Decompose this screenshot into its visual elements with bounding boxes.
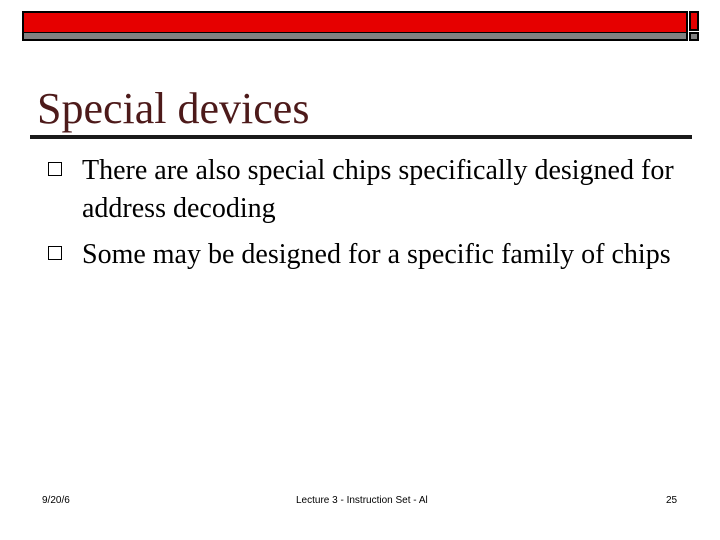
footer-title: Lecture 3 - Instruction Set - Al bbox=[296, 495, 428, 506]
slide-title: Special devices bbox=[37, 84, 310, 133]
hollow-square-bullet-icon bbox=[48, 246, 62, 260]
page-number: 25 bbox=[666, 495, 678, 506]
footer-date: 9/20/6 bbox=[42, 495, 70, 506]
bullet-text: Some may be designed for a specific family of chips bbox=[82, 239, 671, 270]
hollow-square-bullet-icon bbox=[48, 162, 62, 176]
bullet-text: There are also special chips specifically designed for address decoding bbox=[82, 155, 674, 224]
